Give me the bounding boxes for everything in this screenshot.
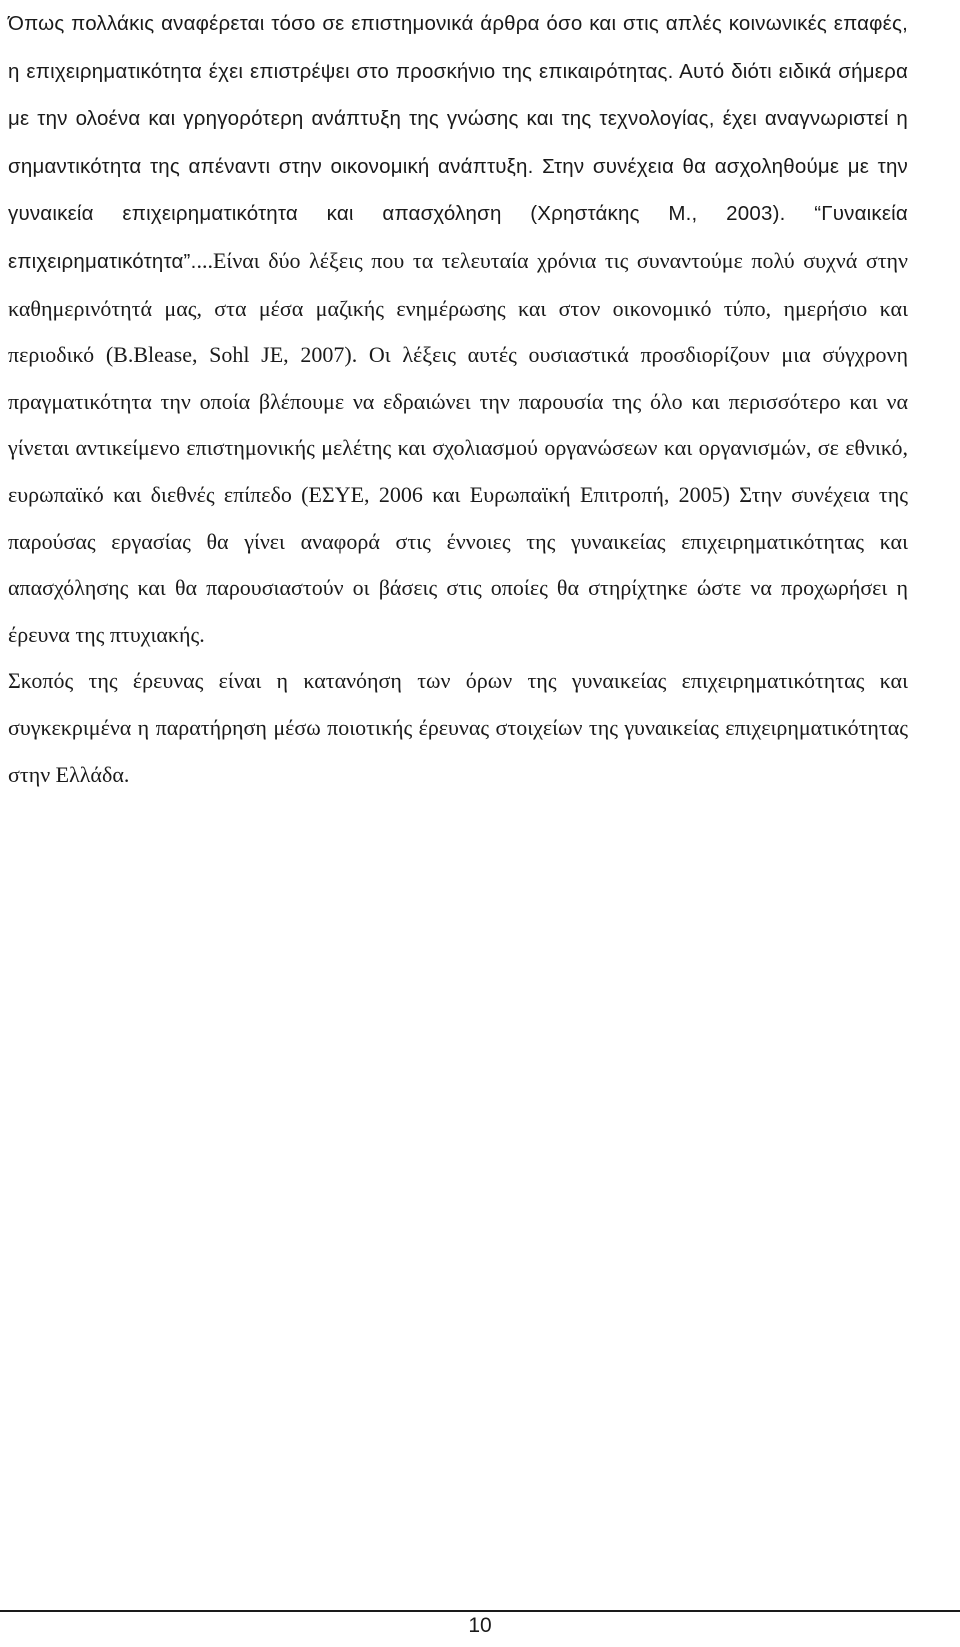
paragraph-intro: [8, 0, 908, 658]
footer-divider: [0, 1610, 960, 1612]
page-number: 10: [468, 1614, 492, 1637]
document-body: [8, 0, 908, 798]
paragraph-intro-serif-segment: ...Είναι δύο λέξεις που τα τελευταία χρόνια τις συναντούμε πολύ συχνά στην καθημερινότητά μας, στα μέσα μαζικής ενημέρωσης και στον οικονομικό τύπο, ημερήσιο και περιοδικό (B.Blease, Sohl JE, 2007). Οι λέξεις αυτές ουσιαστικά προσδιορίζουν μια σύγχρονη πραγματικότητα την οποία βλέπουμε να εδραιώνει την παρουσία της όλο και περισσότερο και να γίνεται αντικείμενο επιστημονικής μελέτης και σχολιασμού οργανώσεων και οργανισμών, σε εθνικό, ευρωπαϊκό και διεθνές επίπεδο (ΕΣΥΕ, 2006 και Ευρωπαϊκή Επιτροπή, 2005) Στην συνέχεια της παρούσας εργασίας θα γίνει αναφορά στις έννοιες της γυναικείας επιχειρηματικότητας και απασχόλησης και θα παρουσιαστούν οι βάσεις στις οποίες θα στηρίχτηκε ώστε να προχωρήσει η έρευνα της πτυχιακής.: [8, 247, 908, 647]
paragraph-research-aim: Σκοπός της έρευνας είναι η κατανόηση των όρων της γυναικείας επιχειρηματικότητας και συγκεκριμένα η παρατήρηση μέσω ποιοτικής έρευνας στοιχείων της γυναικείας επιχειρηματικότητας στην Ελλάδα.: [8, 668, 908, 787]
paragraph-intro-sans-segment: Όπως πολλάκις αναφέρεται τόσο σε επιστημονικά άρθρα όσο και στις απλές κοινωνικές επαφές, η επιχειρηματικότητα έχει επιστρέψει στο προσκήνιο της επικαιρότητας. Αυτό διότι ειδικά σήμερα με την ολοένα και γρηγορότερη ανάπτυξη της γνώσης και της τεχνολογίας, έχει αναγνωριστεί η σημαντικότητα της απέναντι στην οικονομική ανάπτυξη. Στην συνέχεια θα ασχοληθούμε με την γυναικεία επιχειρηματικότητα και απασχόληση (Χρηστάκης Μ., 2003). “Γυναικεία επιχειρηματικότητα”.: [8, 12, 908, 273]
